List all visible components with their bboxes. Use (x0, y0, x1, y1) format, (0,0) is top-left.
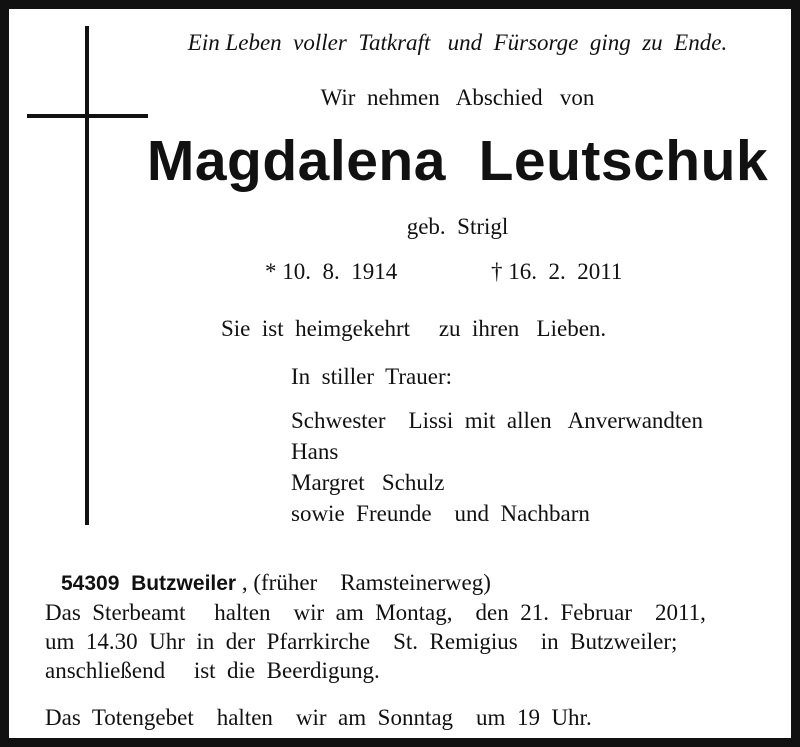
mourner-line: sowie Freunde und Nachbarn (291, 501, 590, 526)
location-place: 54309 Butzweiler (61, 572, 237, 595)
maiden-name: geb. Strigl (406, 214, 509, 239)
location-former-address: , (früher Ramsteinerweg) (236, 570, 491, 595)
mourner-list (291, 405, 703, 529)
mourners-heading: In stiller Trauer: (291, 364, 452, 389)
cross-icon-bar (27, 114, 148, 118)
motto-text: Ein Leben voller Tatkraft und Fürsorge ging zu Ende. (187, 30, 728, 55)
funeral-line: Das Sterbeamt halten wir am Montag, den 21. Februar 2011, (45, 600, 706, 625)
funeral-details (45, 598, 761, 685)
mourner-line: Margret Schulz (291, 470, 445, 495)
deceased-name: Magdalena Leutschuk (146, 129, 769, 193)
funeral-line: um 14.30 Uhr in der Pfarrkirche St. Remigius in Butzweiler; (45, 629, 678, 654)
prayer-text: Das Totengebet halten wir am Sonntag um 19 Uhr. (45, 705, 592, 730)
mourner-line: Hans (291, 439, 339, 464)
homecoming-text: Sie ist heimgekehrt zu ihren Lieben. (221, 316, 607, 341)
intro-text: Wir nehmen Abschied von (320, 85, 595, 110)
mourner-line: Schwester Lissi mit allen Anverwandten (291, 408, 704, 433)
birth-date: * 10. 8. 1914 (265, 259, 398, 284)
death-date: † 16. 2. 2011 (491, 259, 623, 284)
funeral-line: anschließend ist die Beerdigung. (45, 658, 380, 683)
